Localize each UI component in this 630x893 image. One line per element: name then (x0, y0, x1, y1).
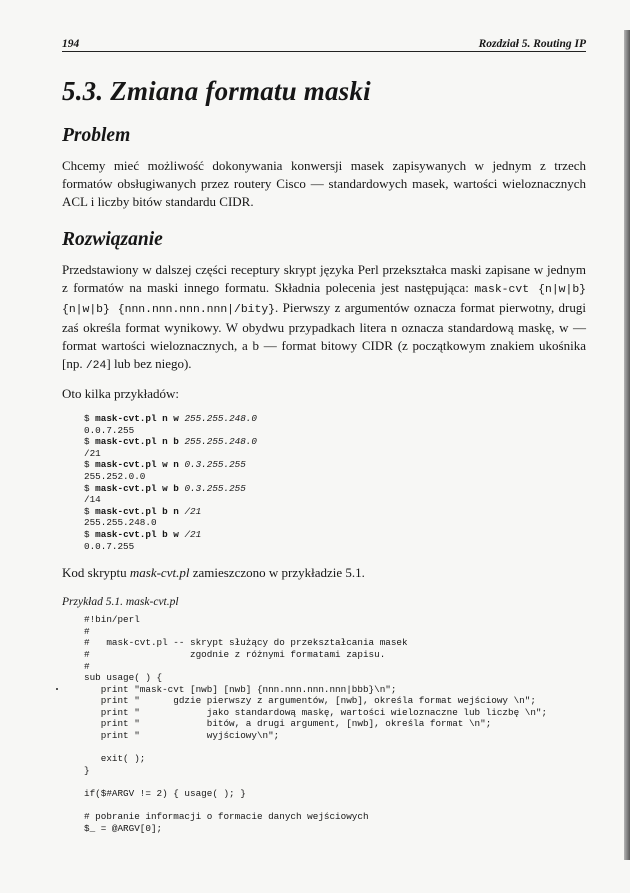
code-listing (84, 614, 586, 834)
cidr-example: /24 (85, 360, 107, 372)
listing-caption: Przykład 5.1. mask-cvt.pl (62, 596, 179, 609)
command-syntax: mask-cvt {n|w|b} {n|w|b} {nnn.nnn.nnn.nnn|/bity} (62, 284, 586, 316)
solution-paragraph (62, 261, 586, 375)
solution-text-1: Przedstawiony w dalszej części receptury skrypt języka Perl przekształca maski zapisane w jednym z formatów na maski innego formatu. Składnia polecenia jest następująca: (62, 262, 586, 295)
command-text: mask-cvt.pl b n (95, 505, 185, 517)
solution-heading: Rozwiązanie (62, 229, 163, 250)
command-argument: 255.255.248.0 (184, 413, 257, 424)
page-edge-shadow (624, 30, 630, 860)
command-text: mask-cvt.pl w n (95, 459, 185, 471)
example-output: 255.252.0.0 (84, 470, 146, 482)
code-line (84, 742, 586, 754)
code-line (84, 800, 586, 812)
command-argument: 0.3.255.255 (184, 459, 246, 471)
example-output: /14 (84, 494, 101, 506)
command-text: mask-cvt.pl n b (95, 436, 185, 448)
shell-prompt: $ (84, 482, 96, 494)
code-line: # pobranie informacji o formacie danych wejściowych (84, 811, 369, 823)
section-title: 5.3. Zmiana formatu maski (62, 76, 371, 106)
shell-prompt: $ (84, 528, 96, 540)
document-page (62, 38, 586, 834)
code-line: print " gdzie pierwszy z argumentów, [nwb], określa format wejściowy \n"; (84, 695, 536, 707)
code-line: exit( ); (84, 753, 146, 765)
listing-reference (62, 564, 586, 582)
code-line: print " wyjściowy\n"; (84, 730, 280, 742)
code-line: # (84, 625, 90, 637)
chapter-title: Rozdział 5. Routing IP (478, 38, 586, 50)
scan-speck (56, 688, 58, 690)
code-line: print "mask-cvt [nwb] [nwb] {nnn.nnn.nnn.nnn|bbb}\n"; (84, 683, 397, 695)
example-output: 0.0.7.255 (84, 424, 135, 436)
example-output: /21 (84, 447, 101, 459)
example-command (84, 506, 586, 518)
shell-prompt: $ (84, 505, 96, 517)
code-line: # (84, 660, 90, 672)
code-line: # zgodnie z różnymi formatami zapisu. (84, 648, 386, 660)
example-output: 0.0.7.255 (84, 540, 135, 552)
listing-ref-text-1: Kod skryptu (62, 565, 130, 581)
code-line: if($#ARGV != 2) { usage( ); } (84, 788, 246, 800)
running-header (62, 38, 586, 52)
page-number: 194 (62, 38, 80, 50)
shell-prompt: $ (84, 413, 96, 424)
example-command (84, 436, 586, 448)
problem-text: Chcemy mieć możliwość dokonywania konwersji masek zapisywanych w jednym z trzech formatów obsługiwanych przez routery Cisco — standardowych masek, wartości wieloznacznych ACL i liczby bitów standardu CIDR. (62, 158, 586, 209)
example-command (84, 529, 586, 541)
problem-heading: Problem (62, 125, 131, 146)
code-line (84, 776, 586, 788)
code-line: print " jako standardową maskę, wartości wieloznaczne lub liczbę \n"; (84, 706, 548, 718)
code-line: #!bin/perl (84, 614, 140, 626)
code-line: } (84, 764, 90, 776)
example-command (84, 483, 586, 495)
code-line: # mask-cvt.pl -- skrypt służący do przekształcania masek (84, 637, 408, 649)
solution-text-3: ] lub bez niego). (106, 356, 192, 371)
example-output: 255.255.248.0 (84, 517, 157, 529)
solution-text-2: . Pierwszy z argumentów oznacza format pierwotny, drugi zaś określa format wynikowy. W obydwu przypadkach litera n oznacza standardową maskę, w — format wartości wieloznacznych, a b — format bitowy CIDR (z początkowym znakiem ukośnika [np. (62, 300, 587, 371)
listing-ref-text-2: zamieszczono w przykładzie 5.1. (189, 565, 365, 581)
examples-block (84, 413, 586, 552)
code-line: $_ = @ARGV[0]; (84, 822, 163, 834)
code-line: print " bitów, a drugi argument, [nwb], określa format \n"; (84, 718, 492, 730)
code-line: sub usage( ) { (84, 672, 163, 684)
example-command (84, 459, 586, 471)
command-argument: /21 (184, 528, 202, 540)
command-text: mask-cvt.pl w b (95, 482, 185, 494)
command-text: mask-cvt.pl b w (95, 528, 185, 540)
examples-intro: Oto kilka przykładów: (62, 386, 179, 401)
script-name: mask-cvt.pl (129, 565, 190, 581)
command-argument: /21 (184, 505, 202, 517)
command-argument: 0.3.255.255 (184, 482, 246, 494)
shell-prompt: $ (84, 459, 96, 471)
shell-prompt: $ (84, 436, 96, 448)
command-text: mask-cvt.pl n w (95, 413, 185, 424)
command-argument: 255.255.248.0 (184, 436, 257, 448)
example-command (84, 413, 586, 425)
